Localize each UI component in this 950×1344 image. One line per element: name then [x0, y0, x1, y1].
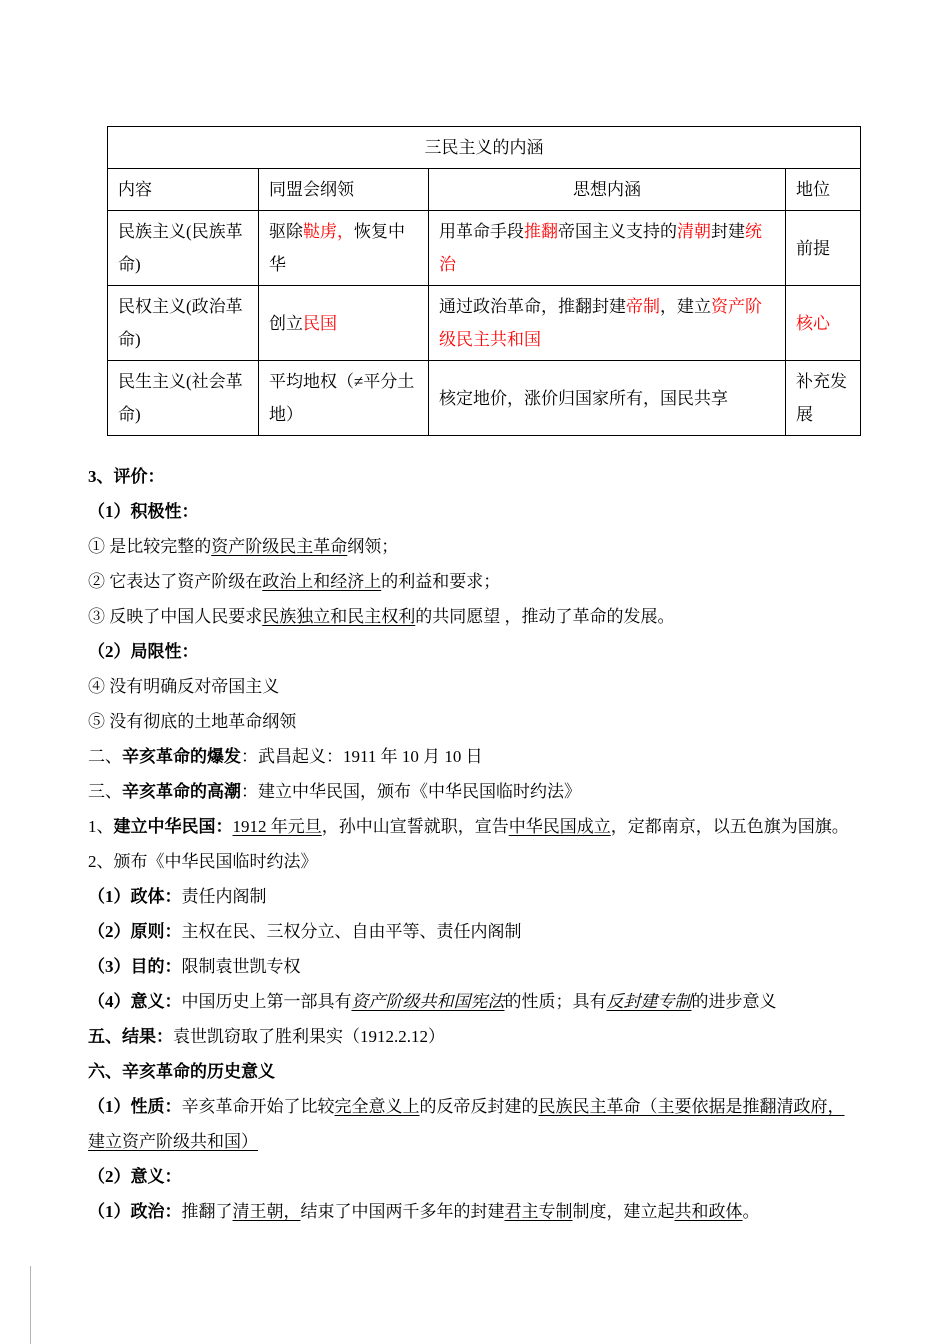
text-run: 1、	[88, 817, 114, 836]
text-run: 五、结果：	[88, 1027, 173, 1046]
text-run: 帝制	[626, 297, 660, 316]
table-row	[108, 211, 861, 286]
text-run: 恢复中华	[269, 222, 405, 274]
paragraph	[88, 599, 860, 634]
text-run: 资产阶级民主共和国	[439, 297, 762, 349]
paragraph	[88, 844, 860, 879]
paragraph	[88, 809, 860, 844]
text-run: 前提	[796, 238, 830, 258]
table-title-row	[108, 127, 861, 169]
table-header-cell: 同盟会纲领	[259, 169, 429, 211]
table-body	[108, 127, 861, 436]
text-run: 反封建专制	[606, 992, 692, 1011]
paragraph	[88, 494, 860, 529]
text-run: 的性质；具有	[504, 992, 607, 1011]
text-run: ：武昌起义：1911 年 10 月 10 日	[241, 747, 483, 766]
text-run: （2）局限性：	[88, 642, 199, 661]
text-run: （1）政体：	[88, 887, 182, 906]
text-run: 民族主义(民族革命)	[118, 222, 243, 274]
text-run: ，定都南京，以五色旗为国旗。	[610, 817, 849, 836]
text-run: 的进步意义	[691, 992, 777, 1011]
text-run: 二、	[88, 747, 122, 766]
table-cell	[108, 361, 259, 436]
paragraph	[88, 914, 860, 949]
text-run: 中华民国成立	[508, 817, 611, 836]
paragraph	[88, 634, 860, 669]
text-run: 1912 年元旦	[232, 817, 322, 836]
text-run: 2、颁布《中华民国临时约法》	[88, 852, 318, 871]
text-run: 用革命手段	[439, 222, 524, 241]
paragraph	[88, 459, 860, 494]
text-run: 核心	[796, 313, 830, 333]
paragraph	[88, 1054, 860, 1089]
text-run: 制度，建立起	[572, 1202, 675, 1221]
text-run: 完全意义上	[334, 1097, 420, 1116]
text-run: 创立	[269, 313, 303, 333]
table-cell	[429, 361, 786, 436]
text-run: ① 是比较完整的	[88, 537, 212, 556]
text-run: 辛亥革命的爆发	[122, 747, 241, 766]
text-run: 封建	[711, 222, 745, 241]
text-run: 三、	[88, 782, 122, 801]
text-run: 民生主义(社会革命)	[118, 372, 243, 424]
paragraph	[88, 879, 860, 914]
table-header-cell: 思想内涵	[429, 169, 786, 211]
text-run: ⑤ 没有彻底的土地革命纲领	[88, 712, 297, 731]
text-run: ，孙中山宣誓就职，宣告	[321, 817, 509, 836]
paragraph	[88, 1159, 860, 1194]
text-run: （1）积极性：	[88, 502, 199, 521]
text-run: 驱除	[269, 222, 303, 241]
paragraph	[88, 669, 860, 704]
text-run: 纲领；	[347, 537, 399, 556]
table-cell	[429, 286, 786, 361]
text-run: 民族独立和民主权利	[262, 607, 416, 626]
text-run: （3）目的：	[88, 957, 182, 976]
text-run: 帝国主义支持的	[558, 222, 677, 241]
table-cell	[786, 286, 861, 361]
text-run: （4）意义：	[88, 992, 182, 1011]
table-row	[108, 361, 861, 436]
table-cell	[108, 286, 259, 361]
text-run: 袁世凯窃取了胜利果实（1912.2.12）	[173, 1027, 445, 1046]
text-run: （1）政治：	[88, 1202, 182, 1221]
paragraph	[88, 1089, 860, 1159]
text-run: （2）原则：	[88, 922, 182, 941]
text-run: 责任内阁制	[181, 887, 267, 906]
table-cell	[259, 361, 429, 436]
text-run: 民权主义(政治革命)	[118, 297, 243, 349]
sanmin-zhuyi-table	[107, 126, 861, 436]
text-run: ，建立	[660, 297, 711, 316]
text-run: 统治	[439, 222, 762, 274]
text-run: 推翻	[524, 222, 558, 241]
table-cell	[786, 361, 861, 436]
table-cell	[429, 211, 786, 286]
text-run: 资产阶级共和国宪法	[351, 992, 505, 1011]
text-run: 平均地权（≠平分土地）	[269, 372, 415, 424]
page-border-fragment	[30, 1266, 31, 1344]
text-run: 的反帝反封建的	[419, 1097, 539, 1116]
table-header-cell: 地位	[786, 169, 861, 211]
text-run: 资产阶级民主革命	[211, 537, 348, 556]
paragraph	[88, 984, 860, 1019]
text-run: 中国历史上第一部具有	[181, 992, 352, 1011]
paragraph	[88, 1019, 860, 1054]
text-run: 结束了中国两千多年的封建	[300, 1202, 505, 1221]
table-cell	[259, 211, 429, 286]
text-run: 清朝	[677, 222, 711, 241]
text-run: 通过政治革命，推翻封建	[439, 297, 626, 316]
text-run: ④ 没有明确反对帝国主义	[88, 677, 280, 696]
table-header-cell: 内容	[108, 169, 259, 211]
text-run: 建立中华民国：	[113, 817, 233, 836]
text-run: 核定地价，涨价归国家所有，国民共享	[439, 388, 728, 408]
paragraph	[88, 704, 860, 739]
text-run: 清王朝，	[232, 1202, 301, 1221]
text-run: 君主专制	[504, 1202, 573, 1221]
text-run: 的共同愿望 ，推动了革命的发展。	[415, 607, 675, 626]
text-run: ：建立中华民国，颁布《中华民国临时约法》	[241, 782, 581, 801]
text-run: ③ 反映了中国人民要求	[88, 607, 263, 626]
text-run: 民国	[303, 313, 337, 333]
paragraph	[88, 949, 860, 984]
paragraph	[88, 774, 860, 809]
paragraph	[88, 1194, 860, 1229]
text-run: 共和政体	[674, 1202, 743, 1221]
text-run: （2）意义：	[88, 1167, 182, 1186]
text-run: 推翻了	[181, 1202, 233, 1221]
table-header-row	[108, 169, 861, 211]
table-title: 三民主义的内涵	[108, 127, 861, 169]
paragraph	[88, 564, 860, 599]
text-run: 主权在民、三权分立、自由平等、责任内阁制	[181, 922, 522, 941]
document-body	[88, 459, 860, 1229]
table-cell	[108, 211, 259, 286]
text-run: 辛亥革命开始了比较	[181, 1097, 335, 1116]
paragraph	[88, 529, 860, 564]
text-run: 的利益和要求；	[381, 572, 501, 591]
table-row	[108, 286, 861, 361]
text-run: 补充发展	[796, 372, 847, 424]
paragraph	[88, 739, 860, 774]
text-run: 政治上和经济上	[262, 572, 382, 591]
text-run: 。	[742, 1202, 760, 1221]
text-run: 3、评价：	[88, 467, 165, 486]
text-run: 民族民主革命（主要依据是推翻清政府，建立资产阶级共和国）	[88, 1097, 845, 1151]
table-cell	[786, 211, 861, 286]
table-cell	[259, 286, 429, 361]
text-run: 限制袁世凯专权	[181, 957, 301, 976]
text-run: 鞑虏，	[303, 222, 354, 241]
text-run: 辛亥革命的高潮	[122, 782, 241, 801]
text-run: 六、辛亥革命的历史意义	[88, 1062, 275, 1081]
text-run: ② 它表达了资产阶级在	[88, 572, 263, 591]
text-run: （1）性质：	[88, 1097, 182, 1116]
